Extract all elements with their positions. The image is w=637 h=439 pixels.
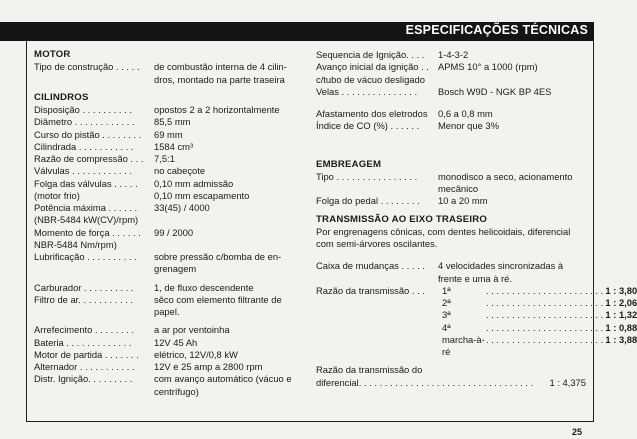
spec-label: Velas . . . . . . . . . . . . . . .: [316, 85, 418, 97]
gear-label: 1ª: [442, 284, 451, 296]
section-title-cilindros: CILINDROS: [34, 91, 89, 103]
spec-label: Sequencia de Ignição. . . .: [316, 49, 425, 60]
spec-value: 10 a 20 mm: [438, 195, 488, 207]
spec-label: Tipo . . . . . . . . . . . . . . . .: [316, 170, 418, 182]
spec-value: sêco com elemento filtrante de papel.: [154, 293, 282, 317]
gear-label: 3ª: [442, 309, 451, 321]
spec-label: Motor de partida . . . . . . .: [34, 348, 139, 360]
gear-ratio-value: 1 : 3,88: [605, 333, 637, 345]
leader-dots: . . . . . . . . . . . . . . . . . . . . . . .: [486, 297, 604, 308]
spec-row: [34, 373, 298, 398]
spec-label: NBR-5484 Nm/rpm): [34, 238, 117, 250]
spec-value: [438, 74, 586, 86]
spec-label: Momento de força . . . . . .: [34, 226, 141, 238]
spec-value: no cabeçote: [154, 165, 206, 177]
cilindros-spec-list: [34, 104, 298, 276]
spec-value: elétrico, 12V/0,8 kW: [154, 348, 238, 360]
section-title-motor: MOTOR: [34, 49, 71, 60]
spec-value: 1584 cm³: [154, 140, 194, 152]
spec-row: [316, 195, 586, 207]
spec-value: a ar por ventoinha: [154, 324, 230, 336]
spec-label: Folga das válvulas . . . . .: [34, 177, 138, 189]
spec-value: 0,10 mm escapamento: [154, 189, 250, 201]
spec-label: Cilindrada . . . . . . . . . . .: [34, 140, 134, 152]
section-title-transmissao: TRANSMISSÃO AO EIXO TRASEIRO: [316, 213, 488, 225]
spec-label: Folga do pedal . . . . . . . .: [316, 195, 420, 207]
gear-ratio-value: 1 : 2,06: [605, 297, 637, 308]
spec-value: 0,6 a 0,8 mm: [438, 108, 493, 119]
spec-row: [34, 227, 298, 239]
electrical-spec-list: [34, 324, 298, 398]
leader-dots: . . . . . . . . . . . . . . . . . . . . . . .: [486, 284, 604, 296]
spec-label: Lubrificação . . . . . . . . . .: [34, 251, 137, 262]
gear-label: marcha-à-ré: [442, 333, 485, 357]
spec-row: [316, 86, 586, 98]
spec-row: [34, 153, 298, 165]
spec-label: Caixa de mudanças . . . . .: [316, 260, 425, 272]
spec-row: [34, 178, 298, 190]
spec-label: Bateria . . . . . . . . . . . . .: [34, 336, 132, 348]
spec-value: 69 mm: [154, 128, 183, 140]
spec-row: [316, 171, 586, 196]
spec-row: [34, 361, 298, 373]
final-ratio-label-2: diferencial: [316, 376, 359, 388]
spec-label: Alternador . . . . . . . . . . .: [34, 361, 135, 372]
spec-row: [34, 349, 298, 361]
spec-row: [316, 108, 586, 120]
spec-value: 12V 45 Ah: [154, 336, 198, 348]
spec-row: [34, 282, 298, 294]
spec-value: [154, 214, 298, 226]
spec-value: APMS 10° a 1000 (rpm): [438, 61, 538, 73]
gear-ratio-row: [438, 334, 637, 359]
spec-label: Curso do pistão . . . . . . . .: [34, 128, 142, 140]
gear-ratio-list: [438, 285, 637, 359]
gear-ratio-row: [438, 309, 637, 321]
spec-value: 85,5 mm: [154, 116, 191, 128]
leader-dots: . . . . . . . . . . . . . . . . . . . . . . .: [486, 309, 604, 321]
spec-label: (NBR-5484 kW(CV)/rpm): [34, 214, 139, 226]
spec-value: 1-4-3-2: [438, 49, 469, 60]
spec-value: sobre pressão c/bomba de en-grenagem: [154, 251, 282, 275]
spec-label: (motor frio): [34, 189, 80, 201]
spec-label: Filtro de ar. . . . . . . . . . .: [34, 293, 133, 305]
spec-row: [34, 116, 298, 128]
final-ratio-label: Razão da transmissão do: [316, 364, 423, 376]
spec-row-caixa: [316, 260, 586, 285]
spec-value: de combustão interna de 4 cilin-dros, montado na parte traseira: [154, 61, 287, 85]
right-column: [316, 49, 637, 389]
spec-value: 7,5:1: [154, 153, 175, 164]
left-column: [34, 49, 298, 398]
gear-ratio-row: [438, 285, 637, 297]
spec-row: [34, 104, 298, 116]
spec-row: [34, 214, 298, 226]
spec-label: Avanço inicial da ignição . .: [316, 61, 429, 73]
spec-row-razao: [316, 284, 637, 359]
gear-label: 4ª: [442, 321, 451, 333]
spec-value: 99 / 2000: [154, 226, 194, 238]
motor-spec-list: [34, 61, 298, 86]
spec-value: opostos 2 a 2 horizontalmente: [154, 104, 280, 115]
electrode-spec-list: [316, 108, 586, 133]
leader-dots: . . . . . . . . . . . . . . . . . . . . . . .: [486, 321, 604, 333]
final-ratio-value: 1 : 4,375: [549, 376, 586, 388]
spec-row: [34, 141, 298, 153]
spec-label: c/tubo de vácuo desligado: [316, 73, 425, 85]
header-banner: [0, 22, 594, 41]
fuel-spec-list: [34, 282, 298, 319]
gear-ratio-row: [438, 322, 637, 334]
gear-ratio-value: 1 : 1,32: [605, 309, 637, 321]
page-number: 25: [571, 427, 582, 437]
spec-label: Razão de compressão . . .: [34, 153, 144, 164]
embreagem-spec-list: [316, 171, 586, 208]
spec-label: Potência máxima . . . . . .: [34, 202, 138, 213]
spec-row: [316, 61, 586, 73]
spec-value: [154, 239, 298, 251]
spec-value: 12V e 25 amp a 2800 rpm: [154, 361, 263, 372]
spec-row: [34, 165, 298, 177]
spec-row: [316, 120, 586, 132]
spec-label: Disposição . . . . . . . . . .: [34, 104, 132, 115]
spec-row: [34, 251, 298, 276]
spec-row: [34, 129, 298, 141]
spec-row: [34, 294, 298, 319]
transmissao-description: Por engrenagens cônicas, com dentes helicoidais, diferencial com semi-árvores oscilantes.: [316, 225, 571, 249]
spec-value: Bosch W9D - NGK BP 4ES: [438, 85, 552, 97]
spec-value: 0,10 mm admissão: [154, 177, 234, 189]
spec-row: [34, 337, 298, 349]
spec-row: [34, 239, 298, 251]
ignition-spec-list: [316, 49, 586, 98]
spec-label: Afastamento dos eletrodos: [316, 108, 428, 119]
spec-label: Tipo de construção . . . . .: [34, 61, 140, 73]
spec-row: [316, 74, 586, 86]
gear-ratio-value: 1 : 0,88: [605, 321, 637, 333]
section-title-embreagem: EMBREAGEM: [316, 158, 382, 170]
spec-value: monodisco a seco, acionamento mecânico: [438, 170, 573, 194]
spec-label: Índice de CO (%) . . . . . .: [316, 120, 420, 132]
spec-row: [34, 202, 298, 214]
leader-dots: . . . . . . . . . . . . . . . . . . . . . . .: [486, 333, 604, 345]
spec-value: Menor que 3%: [438, 120, 499, 132]
spec-value: 33(45) / 4000: [154, 202, 210, 213]
spec-label: Carburador . . . . . . . . . .: [34, 281, 134, 293]
final-ratio-row: [316, 377, 586, 389]
spec-label: Diâmetro . . . . . . . . . . . .: [34, 116, 135, 128]
gear-label: 2ª: [442, 297, 451, 308]
spec-row: [34, 190, 298, 202]
page-title: ESPECIFICAÇÕES TÉCNICAS: [405, 23, 588, 37]
spec-label: Arrefecimento . . . . . . . .: [34, 324, 135, 336]
gear-ratio-value: 1 : 3,80: [605, 284, 637, 296]
gear-ratio-row: [438, 297, 637, 309]
leader-dots: . . . . . . . . . . . . . . . . . . . . . . . . . . . . . . . . . .: [358, 376, 534, 388]
spec-value: com avanço automático (vácuo e centrífugo): [154, 373, 292, 397]
spec-row: [316, 49, 586, 61]
spec-row: [34, 61, 298, 86]
spec-value: 1, de fluxo descendente: [154, 281, 254, 293]
spec-value: 4 velocidades sincronizadas à frente e uma à ré.: [438, 260, 564, 284]
spec-label: Distr. Ignição. . . . . . . . .: [34, 373, 133, 385]
spec-row: [34, 324, 298, 336]
spec-label: Válvulas . . . . . . . . . . . .: [34, 165, 132, 177]
spec-label: Razão da transmissão . . .: [316, 284, 425, 296]
